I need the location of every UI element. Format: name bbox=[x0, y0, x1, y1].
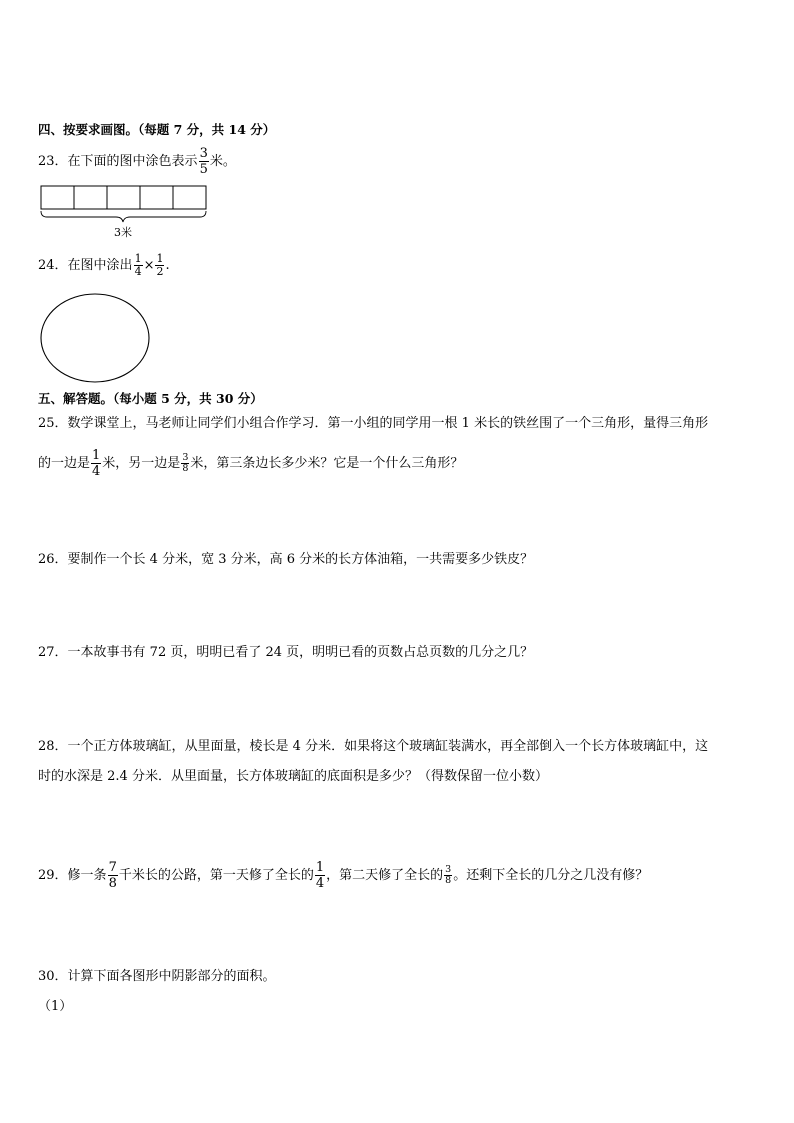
fraction-denominator: 4 bbox=[134, 265, 142, 278]
fraction-denominator: 2 bbox=[156, 265, 164, 278]
question-text: 米，另一边是 bbox=[102, 456, 181, 471]
question-text: 在下面的图中涂色表示 bbox=[67, 154, 198, 169]
bar-cells bbox=[41, 186, 206, 209]
fraction-1-4 bbox=[91, 448, 101, 479]
fraction-numerator: 1 bbox=[156, 252, 164, 265]
fraction-numerator: 1 bbox=[315, 860, 325, 875]
question-text: 的一边是 bbox=[38, 456, 91, 471]
question-25-line-1 bbox=[38, 414, 708, 434]
question-26 bbox=[38, 550, 533, 570]
question-text: 在图中涂出 bbox=[67, 258, 133, 273]
question-text: 一个正方体玻璃缸，从里面量，棱长是 4 分米．如果将这个玻璃缸装满水，再全部倒入一个长方体玻璃缸中，这 bbox=[67, 739, 709, 754]
question-text: 要制作一个长 4 分米，宽 3 分米，高 6 分米的长方体油箱，一共需要多少铁皮？ bbox=[67, 552, 534, 567]
question-text: 计算下面各图形中阴影部分的面积。 bbox=[67, 969, 276, 984]
question-number: 30． bbox=[38, 969, 68, 984]
fraction-denominator: 4 bbox=[92, 464, 101, 479]
question-number: 27． bbox=[38, 645, 68, 660]
question-text-unit: 米。 bbox=[209, 154, 236, 169]
question-text: 千米长的公路，第一天修了全长的 bbox=[118, 868, 314, 883]
fraction-3-8 bbox=[444, 865, 452, 886]
circle-diagram bbox=[38, 292, 154, 384]
question-25-line-2 bbox=[38, 448, 463, 479]
question-text: 修一条 bbox=[67, 868, 107, 883]
fraction-1-2 bbox=[155, 253, 164, 278]
question-27 bbox=[38, 643, 533, 663]
question-29 bbox=[38, 860, 648, 891]
bar-cell bbox=[107, 186, 140, 209]
times-sign: × bbox=[143, 258, 155, 273]
section-4-heading: 四、按要求画图。（每题 7 分，共 14 分） bbox=[38, 122, 276, 137]
bar-length-label: 3米 bbox=[114, 226, 132, 239]
question-text: 米，第三条边长多少米？它是一个什么三角形？ bbox=[190, 456, 464, 471]
fraction-denominator: 8 bbox=[182, 463, 189, 474]
bar-cell bbox=[140, 186, 173, 209]
circle-shape bbox=[41, 294, 149, 382]
question-number: 26． bbox=[38, 552, 68, 567]
question-number: 28． bbox=[38, 739, 68, 754]
fraction-numerator: 7 bbox=[108, 860, 117, 875]
question-text: 一本故事书有 72 页，明明已看了 24 页，明明已看的页数占总页数的几分之几？ bbox=[67, 645, 534, 660]
fraction-numerator: 1 bbox=[92, 448, 101, 463]
fraction-3-8 bbox=[181, 453, 189, 474]
fraction-denominator: 8 bbox=[445, 875, 452, 886]
fraction-1-4 bbox=[315, 860, 325, 891]
question-24 bbox=[38, 253, 170, 278]
fraction-numerator: 1 bbox=[134, 252, 142, 265]
question-text: 数学课堂上，马老师让同学们小组合作学习．第一小组的同学用一根 1 米长的铁丝围了一个三角形，量得三角形 bbox=[67, 416, 709, 431]
fraction-numerator: 3 bbox=[199, 146, 208, 161]
question-28-line-2: 时的水深是 2.4 分米．从里面量，长方体玻璃缸的底面积是多少？（得数保留一位小数） bbox=[38, 769, 548, 784]
question-number: 23． bbox=[38, 154, 68, 169]
fraction-1-4 bbox=[134, 253, 143, 278]
question-30-part-1: （1） bbox=[38, 999, 73, 1014]
bar-cell bbox=[74, 186, 107, 209]
fraction-numerator: 3 bbox=[445, 864, 452, 875]
section-5-heading: 五、解答题。（每小题 5 分，共 30 分） bbox=[38, 391, 263, 406]
question-text: 。还剩下全长的几分之几没有修？ bbox=[453, 868, 649, 883]
fraction-denominator: 8 bbox=[108, 876, 117, 891]
fraction-denominator: 4 bbox=[315, 876, 325, 891]
bar-brace bbox=[41, 211, 206, 222]
question-23 bbox=[38, 146, 236, 177]
question-number: 25． bbox=[38, 416, 68, 431]
question-30 bbox=[38, 967, 276, 987]
fraction-7-8 bbox=[108, 860, 118, 891]
fraction-numerator: 3 bbox=[182, 452, 189, 463]
fraction-3-5 bbox=[199, 146, 209, 177]
question-text: ，第二天修了全长的 bbox=[326, 868, 444, 883]
question-number: 24． bbox=[38, 258, 68, 273]
segmented-bar-diagram bbox=[38, 184, 210, 242]
bar-cell bbox=[173, 186, 206, 209]
question-period: . bbox=[165, 258, 170, 273]
question-number: 29． bbox=[38, 868, 68, 883]
bar-cell bbox=[41, 186, 74, 209]
question-28-line-1 bbox=[38, 737, 708, 757]
fraction-denominator: 5 bbox=[199, 162, 208, 177]
